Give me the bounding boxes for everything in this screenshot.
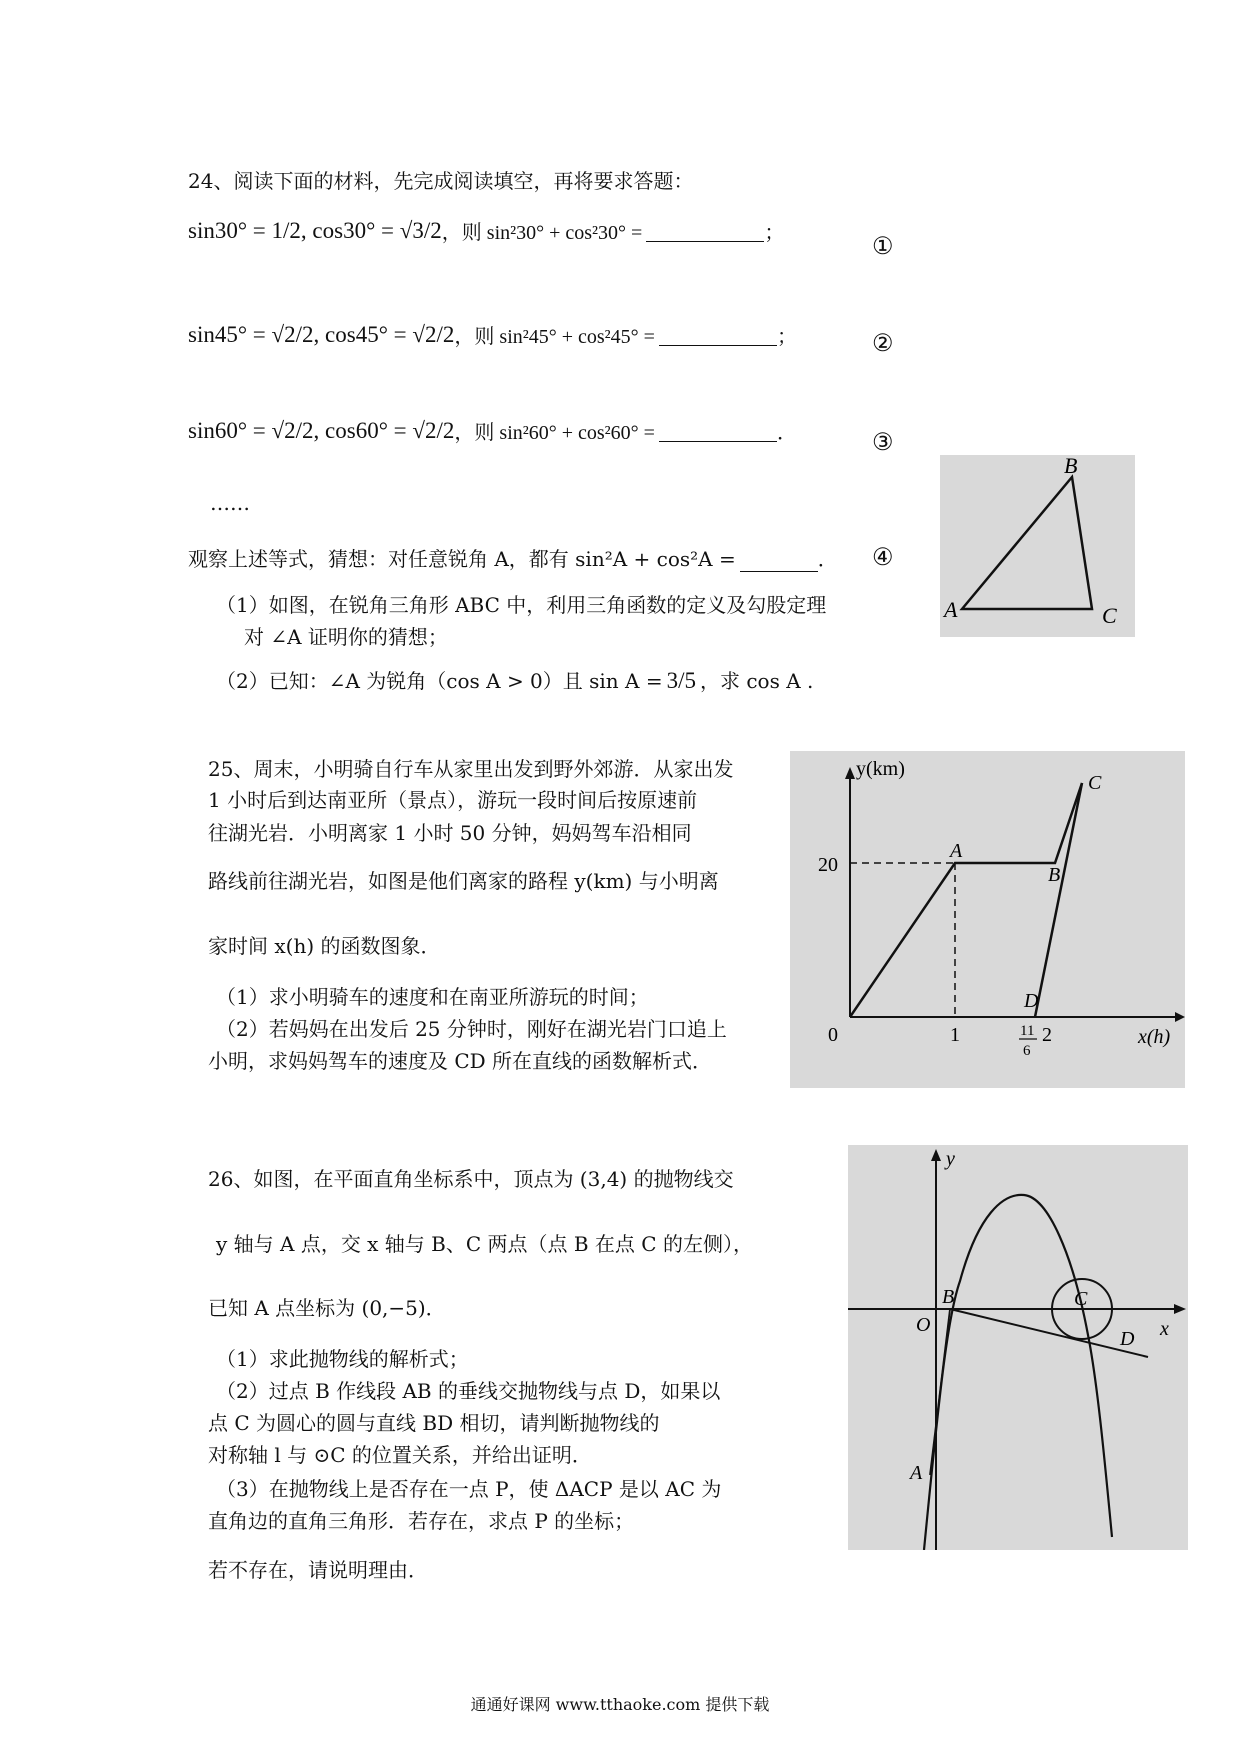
q24-row1-sin: sin30° — [188, 217, 248, 243]
q24-blank-1[interactable] — [646, 219, 764, 242]
q24-row2-value2: √2/2 — [412, 321, 455, 347]
q26-part3-line3: 若不存在，请说明理由． — [208, 1558, 428, 1582]
q25-line3: 往湖光岩．小明离家 1 小时 50 分钟，妈妈驾车沿相同 — [208, 821, 692, 845]
mom-path-cd — [1035, 783, 1082, 1017]
parabola-figure — [848, 1145, 1188, 1550]
origin-label: O — [916, 1314, 931, 1336]
q24-row1-mark: ① — [872, 232, 894, 260]
q24-row2-value1: √2/2 — [271, 321, 314, 347]
q26-line2: y 轴与 A 点，交 x 轴与 B、C 两点（点 B 在点 C 的左侧）， — [216, 1232, 753, 1256]
distance-time-graph — [790, 751, 1185, 1088]
q24-row1-cos: cos30° — [312, 217, 376, 243]
triangle-label-b: B — [1064, 455, 1078, 478]
point-b-label: B — [942, 1286, 955, 1308]
q24-blank-4[interactable] — [740, 549, 818, 572]
q24-title: 24、阅读下面的材料，先完成阅读填空，再将要求答题： — [188, 169, 694, 193]
point-b-label: B — [1048, 864, 1061, 886]
q24-conjecture: 观察上述等式，猜想：对任意锐角 A，都有 sin²A + cos²A = — [188, 547, 736, 571]
x-axis-label: x — [1160, 1318, 1169, 1340]
q24-row2-then: ，则 sin²45° + cos²45° = — [454, 326, 655, 348]
distance-time-svg — [790, 751, 1185, 1088]
q24-row3-value1: √2/2 — [271, 417, 314, 443]
parabola-curve — [924, 1195, 1112, 1550]
q25-part1: （1）求小明骑车的速度和在南亚所游玩的时间； — [216, 985, 649, 1009]
line-bd — [950, 1309, 1148, 1357]
q24-part1-line1: （1）如图，在锐角三角形 ABC 中，利用三角函数的定义及勾股定理 — [216, 593, 827, 617]
q26-part2-line1: （2）过点 B 作线段 AB 的垂线交抛物线与点 D，如果以 — [216, 1379, 721, 1403]
q24-row1-then: ，则 sin²30° + cos²30° = — [441, 222, 643, 244]
q24-row3-sin: sin60° — [188, 417, 248, 443]
q24-row1-value2: √3/2 — [399, 217, 442, 243]
x-axis-arrow-icon — [1175, 1012, 1185, 1022]
q26-part1: （1）求此抛物线的解析式； — [216, 1347, 469, 1371]
q24-blank-3[interactable] — [659, 419, 777, 442]
q24-blank-2[interactable] — [659, 323, 777, 346]
origin-label: 0 — [828, 1024, 838, 1046]
point-c-label: C — [1088, 772, 1102, 794]
y-axis-label: y — [946, 1148, 955, 1170]
q24-row3-then: ，则 sin²60° + cos²60° = — [454, 422, 655, 444]
q26-line3: 已知 A 点坐标为 (0,−5)． — [208, 1296, 446, 1320]
x-tick-2: 2 — [1042, 1024, 1052, 1046]
triangle-label-c: C — [1102, 603, 1117, 628]
q25-line1: 25、周末，小明骑自行车从家里出发到野外郊游．从家出发 — [208, 757, 734, 781]
page-footer: 通通好课网 www.tthaoke.com 提供下载 — [470, 1695, 770, 1714]
q24-part2-prefix: （2）已知：∠A 为锐角（cos A > 0）且 sin A = — [216, 669, 663, 693]
point-d-label: D — [1024, 990, 1039, 1012]
q24-part2-suffix: ，求 cos A . — [700, 669, 814, 693]
q25-part2-line2: 小明，求妈妈驾车的速度及 CD 所在直线的函数解析式． — [208, 1049, 713, 1073]
q24-part1-line2: 对 ∠A 证明你的猜想； — [244, 625, 448, 649]
y-axis-label: y(km) — [856, 758, 905, 780]
triangle-abc — [962, 477, 1092, 609]
parabola-svg — [848, 1145, 1188, 1550]
q24-conjecture-mark: ④ — [872, 543, 894, 571]
q24-part2-frac: 3/5 — [666, 668, 696, 693]
q25-line2: 1 小时后到达南亚所（景点），游玩一段时间后按原速前 — [208, 788, 698, 812]
q24-row2-sin: sin45° — [188, 321, 248, 347]
q24-row1: sin30° = 1/2 , cos30° = √3/2 ，则 sin²30° + cos²30° = ； — [188, 217, 785, 244]
line-ab — [930, 1309, 950, 1475]
x-tick-1: 1 — [950, 1024, 960, 1046]
triangle-svg — [940, 455, 1135, 637]
q26-part3-line1: （3）在抛物线上是否存在一点 P，使 ΔACP 是以 AC 为 — [216, 1477, 722, 1501]
q24-row2-cos: cos45° — [325, 321, 388, 347]
xiaoming-path — [850, 783, 1082, 1017]
q24-row3: sin60° = √2/2 , cos60° = √2/2 ，则 sin²60° + cos²60° = ． — [188, 417, 797, 444]
point-a-label: A — [950, 840, 963, 862]
q25-part2-line1: （2）若妈妈在出发后 25 分钟时，刚好在湖光岩门口追上 — [216, 1017, 727, 1041]
q25-line5: 家时间 x(h) 的函数图象． — [208, 934, 441, 958]
q26-part2-line2: 点 C 为圆心的圆与直线 BD 相切，请判断抛物线的 — [208, 1411, 660, 1435]
triangle-figure — [940, 455, 1135, 637]
q24-row2: sin45° = √2/2 , cos45° = √2/2 ，则 sin²45° + cos²45° = ； — [188, 321, 797, 348]
q25-line4: 路线前往湖光岩，如图是他们离家的路程 y(km) 与小明离 — [208, 869, 719, 893]
q26-part2-line3: 对称轴 l 与 ⊙C 的位置关系，并给出证明． — [208, 1443, 592, 1467]
x-axis-arrow-icon — [1174, 1304, 1186, 1314]
q24-row1-value1: 1/2 — [271, 217, 301, 243]
y-tick-20: 20 — [818, 854, 838, 876]
point-a-label: A — [910, 1462, 923, 1484]
q24-row2-mark: ② — [872, 329, 894, 357]
x-tick-frac-num: 11 — [1020, 1023, 1035, 1039]
x-axis-label: x(h) — [1138, 1026, 1171, 1048]
q24-row3-mark: ③ — [872, 428, 894, 456]
y-axis-arrow-icon — [845, 767, 855, 779]
q26-part3-line2: 直角边的直角三角形．若存在，求点 P 的坐标； — [208, 1509, 635, 1533]
y-axis-arrow-icon — [931, 1149, 941, 1161]
point-d-label: D — [1120, 1328, 1135, 1350]
q24-row3-value2: √2/2 — [412, 417, 455, 443]
q24-ellipsis: …… — [210, 491, 250, 515]
q24-row3-cos: cos60° — [325, 417, 388, 443]
x-tick-frac-den: 6 — [1023, 1043, 1031, 1059]
q24-conjecture-row: 观察上述等式，猜想：对任意锐角 A，都有 sin²A + cos²A = ． — [188, 547, 838, 571]
q24-part2-row — [216, 668, 813, 694]
point-c-label: C — [1074, 1288, 1088, 1310]
q26-line1: 26、如图，在平面直角坐标系中，顶点为 (3,4) 的抛物线交 — [208, 1167, 734, 1191]
triangle-label-a: A — [944, 597, 958, 622]
